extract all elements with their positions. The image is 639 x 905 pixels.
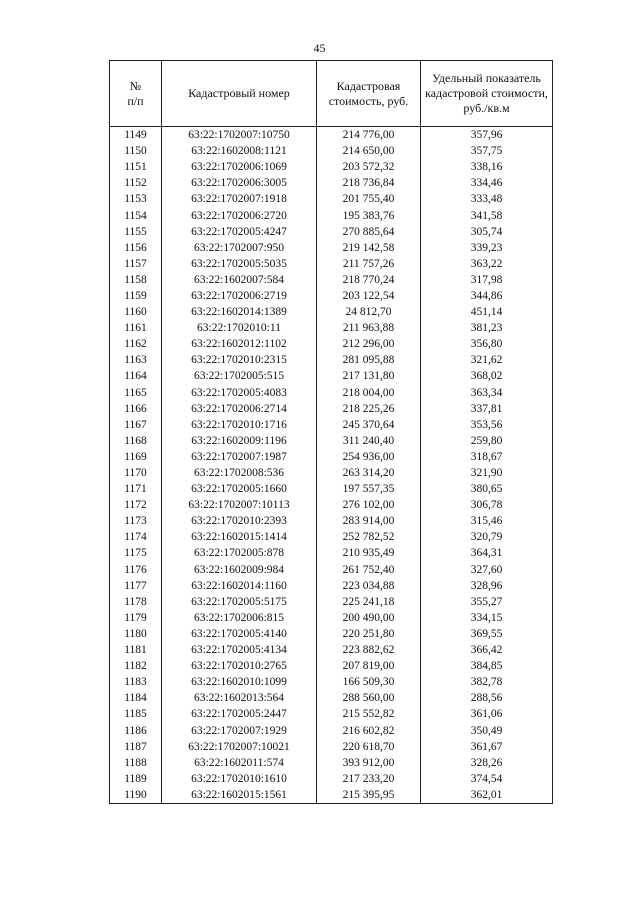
cell-row-number: 1156	[110, 240, 162, 256]
cell-specific-value: 328,96	[421, 578, 553, 594]
cell-cadastral-number: 63:22:1602007:584	[162, 272, 317, 288]
table-row	[110, 175, 553, 191]
cell-cadastral-value: 203 572,32	[317, 159, 421, 175]
cell-specific-value: 333,48	[421, 191, 553, 207]
table-row	[110, 610, 553, 626]
cell-cadastral-value: 245 370,64	[317, 417, 421, 433]
cell-cadastral-value: 393 912,00	[317, 755, 421, 771]
cell-row-number: 1161	[110, 320, 162, 336]
cell-cadastral-number: 63:22:1602015:1561	[162, 787, 317, 804]
cell-row-number: 1174	[110, 529, 162, 545]
cell-cadastral-number: 63:22:1702008:536	[162, 465, 317, 481]
cell-cadastral-number: 63:22:1602013:564	[162, 690, 317, 706]
cell-cadastral-value: 283 914,00	[317, 513, 421, 529]
cell-cadastral-value: 254 936,00	[317, 449, 421, 465]
cell-cadastral-value: 288 560,00	[317, 690, 421, 706]
table-row	[110, 352, 553, 368]
cell-cadastral-number: 63:22:1702005:4140	[162, 626, 317, 642]
cell-cadastral-number: 63:22:1702005:1660	[162, 481, 317, 497]
cell-cadastral-number: 63:22:1702010:2393	[162, 513, 317, 529]
cell-specific-value: 364,31	[421, 545, 553, 561]
cell-specific-value: 384,85	[421, 658, 553, 674]
cell-cadastral-number: 63:22:1702007:10021	[162, 739, 317, 755]
cell-cadastral-value: 215 395,95	[317, 787, 421, 804]
cell-cadastral-value: 212 296,00	[317, 336, 421, 352]
cell-row-number: 1184	[110, 690, 162, 706]
cell-cadastral-number: 63:22:1702006:815	[162, 610, 317, 626]
cell-cadastral-value: 211 757,26	[317, 256, 421, 272]
cell-row-number: 1187	[110, 739, 162, 755]
cell-cadastral-value: 217 131,80	[317, 368, 421, 384]
cell-cadastral-value: 263 314,20	[317, 465, 421, 481]
cell-cadastral-value: 219 142,58	[317, 240, 421, 256]
cell-cadastral-value: 200 490,00	[317, 610, 421, 626]
cell-specific-value: 362,01	[421, 787, 553, 804]
table-row	[110, 385, 553, 401]
cell-specific-value: 356,80	[421, 336, 553, 352]
table-row	[110, 272, 553, 288]
cell-cadastral-value: 261 752,40	[317, 562, 421, 578]
cell-specific-value: 315,46	[421, 513, 553, 529]
cell-specific-value: 328,26	[421, 755, 553, 771]
table-row	[110, 449, 553, 465]
cell-cadastral-value: 210 935,49	[317, 545, 421, 561]
cell-row-number: 1159	[110, 288, 162, 304]
cell-cadastral-number: 63:22:1702010:2765	[162, 658, 317, 674]
cell-cadastral-number: 63:22:1702010:1716	[162, 417, 317, 433]
table-header	[110, 61, 553, 127]
cell-cadastral-value: 218 004,00	[317, 385, 421, 401]
cell-specific-value: 374,54	[421, 771, 553, 787]
cell-cadastral-value: 218 770,24	[317, 272, 421, 288]
cell-cadastral-value: 201 755,40	[317, 191, 421, 207]
cell-specific-value: 353,56	[421, 417, 553, 433]
cadastral-table	[109, 60, 553, 804]
cell-specific-value: 368,02	[421, 368, 553, 384]
table-row	[110, 368, 553, 384]
table-row	[110, 562, 553, 578]
table-row	[110, 529, 553, 545]
cell-cadastral-number: 63:22:1702005:515	[162, 368, 317, 384]
table-row	[110, 739, 553, 755]
cell-cadastral-number: 63:22:1702005:878	[162, 545, 317, 561]
cell-specific-value: 380,65	[421, 481, 553, 497]
cell-row-number: 1149	[110, 127, 162, 144]
cell-row-number: 1170	[110, 465, 162, 481]
cell-cadastral-number: 63:22:1602011:574	[162, 755, 317, 771]
cell-cadastral-number: 63:22:1702005:5035	[162, 256, 317, 272]
cell-cadastral-value: 166 509,30	[317, 674, 421, 690]
cell-cadastral-number: 63:22:1702007:10750	[162, 127, 317, 144]
cell-cadastral-number: 63:22:1602012:1102	[162, 336, 317, 352]
cell-cadastral-value: 216 602,82	[317, 722, 421, 738]
table-row	[110, 722, 553, 738]
cell-cadastral-number: 63:22:1702007:10113	[162, 497, 317, 513]
cell-row-number: 1155	[110, 224, 162, 240]
cell-cadastral-number: 63:22:1702005:4247	[162, 224, 317, 240]
cell-specific-value: 305,74	[421, 224, 553, 240]
cell-cadastral-value: 218 736,84	[317, 175, 421, 191]
cell-specific-value: 338,16	[421, 159, 553, 175]
cell-cadastral-number: 63:22:1702006:2719	[162, 288, 317, 304]
header-cadastral-value: Кадастровая стоимость, руб.	[317, 61, 421, 127]
cell-row-number: 1154	[110, 207, 162, 223]
cell-cadastral-number: 63:22:1702007:1987	[162, 449, 317, 465]
cell-cadastral-value: 223 882,62	[317, 642, 421, 658]
cell-cadastral-number: 63:22:1602010:1099	[162, 674, 317, 690]
cell-specific-value: 355,27	[421, 594, 553, 610]
cell-cadastral-value: 215 552,82	[317, 706, 421, 722]
table-row	[110, 159, 553, 175]
table-row	[110, 481, 553, 497]
cell-cadastral-number: 63:22:1702006:1069	[162, 159, 317, 175]
table-row	[110, 545, 553, 561]
table-row	[110, 787, 553, 804]
cell-row-number: 1175	[110, 545, 162, 561]
table-row	[110, 401, 553, 417]
cell-specific-value: 361,06	[421, 706, 553, 722]
cell-cadastral-number: 63:22:1702006:2714	[162, 401, 317, 417]
cell-row-number: 1163	[110, 352, 162, 368]
cell-cadastral-value: 276 102,00	[317, 497, 421, 513]
cell-row-number: 1171	[110, 481, 162, 497]
cell-row-number: 1165	[110, 385, 162, 401]
table-row	[110, 706, 553, 722]
header-cadastral-number: Кадастровый номер	[162, 61, 317, 127]
cell-cadastral-value: 211 963,88	[317, 320, 421, 336]
cell-cadastral-value: 218 225,26	[317, 401, 421, 417]
table-row	[110, 578, 553, 594]
table-row	[110, 755, 553, 771]
cell-cadastral-number: 63:22:1702010:1610	[162, 771, 317, 787]
cell-cadastral-number: 63:22:1602015:1414	[162, 529, 317, 545]
cell-cadastral-number: 63:22:1702007:950	[162, 240, 317, 256]
cell-specific-value: 334,46	[421, 175, 553, 191]
cell-specific-value: 334,15	[421, 610, 553, 626]
table-row	[110, 626, 553, 642]
cell-specific-value: 363,34	[421, 385, 553, 401]
cell-specific-value: 288,56	[421, 690, 553, 706]
cell-row-number: 1178	[110, 594, 162, 610]
cell-cadastral-value: 214 650,00	[317, 143, 421, 159]
table-row	[110, 336, 553, 352]
table-row	[110, 320, 553, 336]
cell-row-number: 1173	[110, 513, 162, 529]
cell-specific-value: 357,75	[421, 143, 553, 159]
cell-specific-value: 344,86	[421, 288, 553, 304]
cell-cadastral-number: 63:22:1702010:11	[162, 320, 317, 336]
table-row	[110, 191, 553, 207]
cell-cadastral-number: 63:22:1702005:4083	[162, 385, 317, 401]
cell-specific-value: 318,67	[421, 449, 553, 465]
cell-row-number: 1153	[110, 191, 162, 207]
cell-specific-value: 320,79	[421, 529, 553, 545]
cell-specific-value: 341,58	[421, 207, 553, 223]
table-row	[110, 690, 553, 706]
cell-cadastral-number: 63:22:1702007:1918	[162, 191, 317, 207]
table-body	[110, 127, 553, 804]
cell-specific-value: 369,55	[421, 626, 553, 642]
cell-specific-value: 317,98	[421, 272, 553, 288]
table-row	[110, 658, 553, 674]
table-row	[110, 127, 553, 144]
cell-row-number: 1158	[110, 272, 162, 288]
table-row	[110, 417, 553, 433]
cell-specific-value: 327,60	[421, 562, 553, 578]
cell-cadastral-number: 63:22:1702007:1929	[162, 722, 317, 738]
table-row	[110, 465, 553, 481]
table-row	[110, 513, 553, 529]
cell-cadastral-value: 195 383,76	[317, 207, 421, 223]
table-row	[110, 304, 553, 320]
table-row	[110, 594, 553, 610]
cell-cadastral-number: 63:22:1602009:1196	[162, 433, 317, 449]
cell-cadastral-number: 63:22:1702005:4134	[162, 642, 317, 658]
cell-row-number: 1162	[110, 336, 162, 352]
cell-row-number: 1179	[110, 610, 162, 626]
cell-cadastral-value: 220 251,80	[317, 626, 421, 642]
header-row-number: № п/п	[110, 61, 162, 127]
header-row	[110, 61, 553, 127]
cell-cadastral-value: 281 095,88	[317, 352, 421, 368]
cell-row-number: 1190	[110, 787, 162, 804]
cell-row-number: 1167	[110, 417, 162, 433]
cell-specific-value: 366,42	[421, 642, 553, 658]
cell-row-number: 1150	[110, 143, 162, 159]
cell-row-number: 1172	[110, 497, 162, 513]
cell-cadastral-number: 63:22:1702005:2447	[162, 706, 317, 722]
cell-cadastral-value: 311 240,40	[317, 433, 421, 449]
cell-cadastral-value: 223 034,88	[317, 578, 421, 594]
cell-row-number: 1164	[110, 368, 162, 384]
table-row	[110, 256, 553, 272]
cell-specific-value: 259,80	[421, 433, 553, 449]
table-row	[110, 497, 553, 513]
table-row	[110, 771, 553, 787]
cell-specific-value: 337,81	[421, 401, 553, 417]
cell-cadastral-number: 63:22:1702006:3005	[162, 175, 317, 191]
cell-row-number: 1189	[110, 771, 162, 787]
cell-cadastral-number: 63:22:1702005:5175	[162, 594, 317, 610]
cell-specific-value: 382,78	[421, 674, 553, 690]
cell-row-number: 1160	[110, 304, 162, 320]
cell-specific-value: 451,14	[421, 304, 553, 320]
cell-cadastral-value: 24 812,70	[317, 304, 421, 320]
cell-cadastral-number: 63:22:1602008:1121	[162, 143, 317, 159]
cell-row-number: 1177	[110, 578, 162, 594]
cell-cadastral-number: 63:22:1702006:2720	[162, 207, 317, 223]
cell-cadastral-value: 220 618,70	[317, 739, 421, 755]
cell-specific-value: 321,90	[421, 465, 553, 481]
cell-specific-value: 339,23	[421, 240, 553, 256]
cell-specific-value: 350,49	[421, 722, 553, 738]
table-row	[110, 642, 553, 658]
cell-cadastral-value: 270 885,64	[317, 224, 421, 240]
cell-row-number: 1180	[110, 626, 162, 642]
cell-row-number: 1169	[110, 449, 162, 465]
cell-cadastral-value: 214 776,00	[317, 127, 421, 144]
table-row	[110, 288, 553, 304]
page-number: 45	[313, 41, 326, 55]
cell-cadastral-number: 63:22:1702010:2315	[162, 352, 317, 368]
cell-cadastral-value: 197 557,35	[317, 481, 421, 497]
cell-row-number: 1181	[110, 642, 162, 658]
cell-cadastral-value: 217 233,20	[317, 771, 421, 787]
cell-specific-value: 381,23	[421, 320, 553, 336]
table-row	[110, 240, 553, 256]
cell-row-number: 1152	[110, 175, 162, 191]
cell-cadastral-value: 252 782,52	[317, 529, 421, 545]
cell-cadastral-number: 63:22:1602014:1160	[162, 578, 317, 594]
cell-row-number: 1188	[110, 755, 162, 771]
cell-row-number: 1166	[110, 401, 162, 417]
table-row	[110, 224, 553, 240]
cell-specific-value: 357,96	[421, 127, 553, 144]
cell-cadastral-value: 225 241,18	[317, 594, 421, 610]
cell-cadastral-value: 207 819,00	[317, 658, 421, 674]
cell-row-number: 1168	[110, 433, 162, 449]
cell-row-number: 1183	[110, 674, 162, 690]
cell-specific-value: 306,78	[421, 497, 553, 513]
cell-row-number: 1157	[110, 256, 162, 272]
table-row	[110, 207, 553, 223]
table-row	[110, 143, 553, 159]
cell-row-number: 1186	[110, 722, 162, 738]
cell-row-number: 1151	[110, 159, 162, 175]
cell-specific-value: 361,67	[421, 739, 553, 755]
cell-cadastral-value: 203 122,54	[317, 288, 421, 304]
header-specific-value: Удельный показатель кадастровой стоимости, руб./кв.м	[421, 61, 553, 127]
cell-row-number: 1182	[110, 658, 162, 674]
cell-cadastral-number: 63:22:1602014:1389	[162, 304, 317, 320]
cell-row-number: 1176	[110, 562, 162, 578]
cell-row-number: 1185	[110, 706, 162, 722]
cell-cadastral-number: 63:22:1602009:984	[162, 562, 317, 578]
cell-specific-value: 363,22	[421, 256, 553, 272]
cell-specific-value: 321,62	[421, 352, 553, 368]
table-row	[110, 433, 553, 449]
table-row	[110, 674, 553, 690]
